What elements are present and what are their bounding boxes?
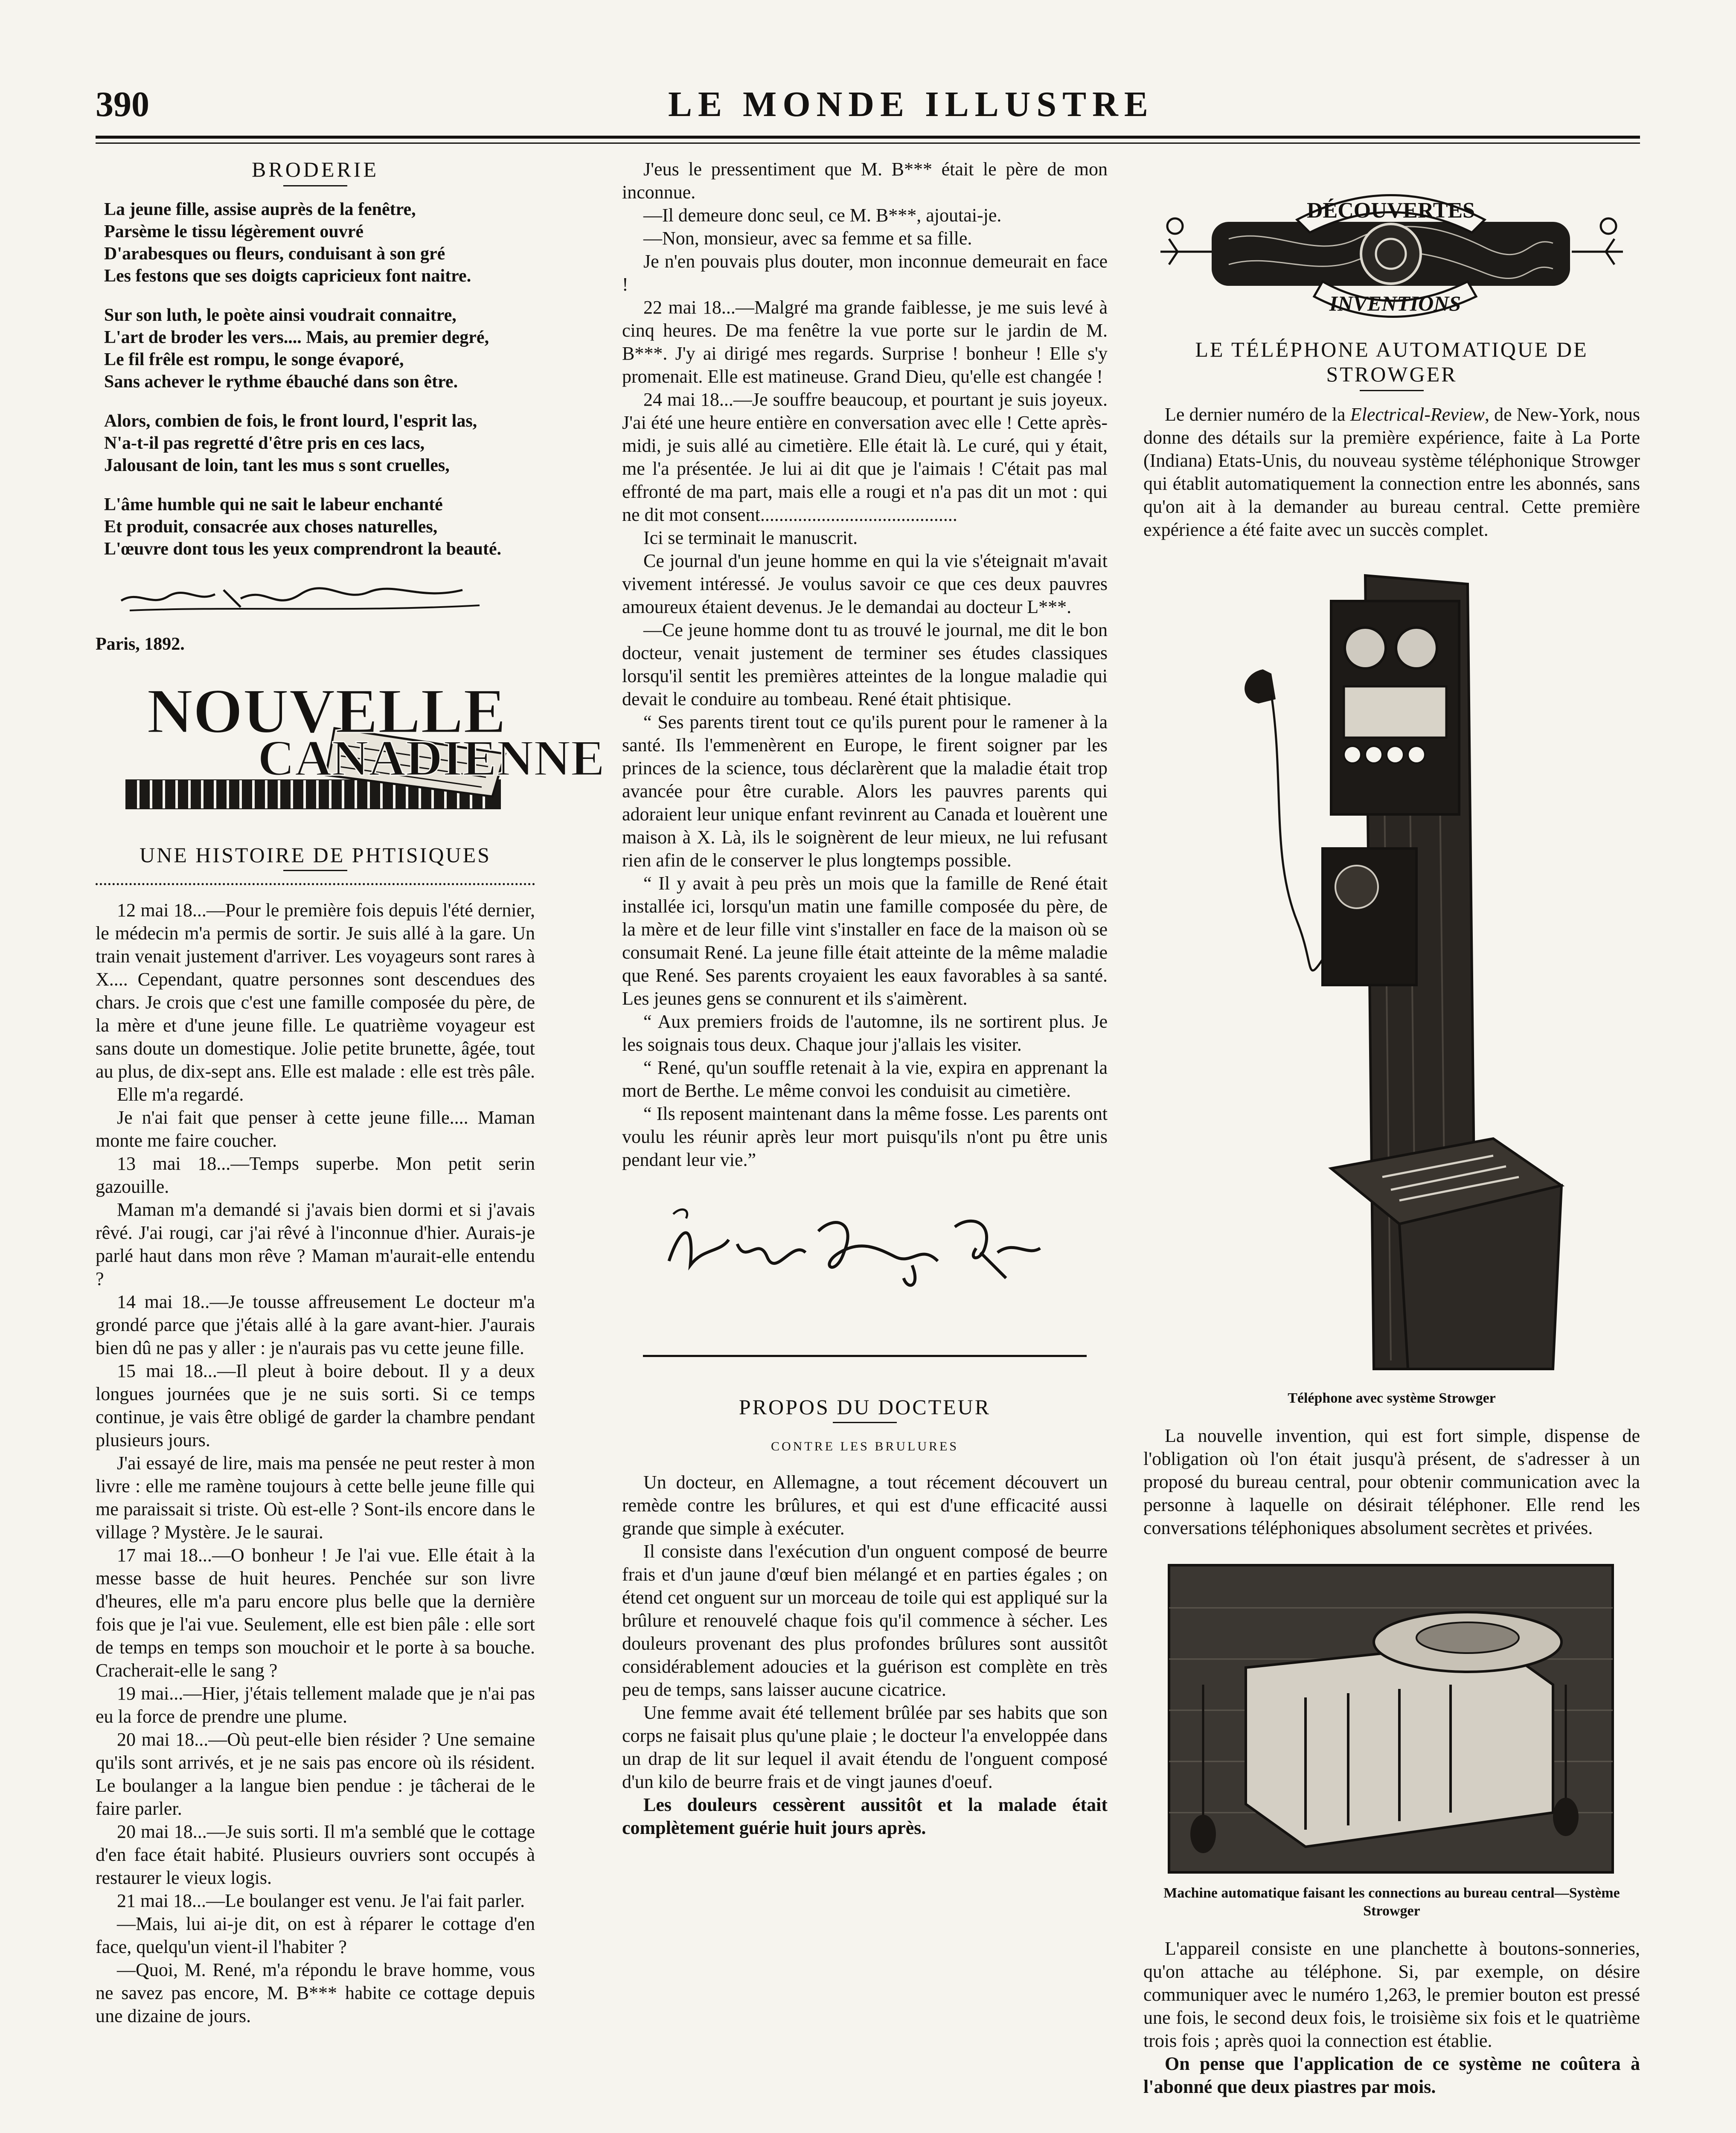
header-rule-thin [96,142,1640,144]
verse-line: Le fil frêle est rompu, le songe évaporé, [104,350,404,369]
poem-stanza [104,304,535,393]
verse-line: N'a-t-il pas regretté d'être pris en ces lacs, [104,433,425,453]
verse-line: La jeune fille, assise auprès de la fenêtre, [104,200,416,219]
propos-title: PROPOS DU DOCTEUR [739,1395,991,1419]
article-paragraph: L'appareil consiste en une planchette à boutons-sonneries, qu'on attache au téléphone. Si, par exemple, on désire communiquer avec le numéro 1,263, le premier bouton est pressé une fois, le second deux fois, le troisième six fois et le quatrième trois fois ; après quoi la connection est établie. [1143,1938,1640,2051]
machine-illustration [1143,1557,1640,1881]
intro-text: Le dernier numéro de la [1165,404,1350,425]
story-paragraph: “ Ils reposent maintenant dans la même fosse. Les parents ont voulu les réunir après leur mort puisqu'ils n'ont pu être unis pendant leur vie.” [622,1103,1108,1170]
story-paragraph: —Il demeure donc seul, ce M. B***, ajoutai-je. [643,205,1002,226]
figure-caption: Téléphone avec système Strowger [1288,1390,1496,1406]
propos-paragraph: Les douleurs cessèrent aussitôt et la malade était complètement guérie huit jours après. [622,1794,1108,1838]
title-rule [1360,390,1424,391]
figure-caption: Machine automatique faisant les connections au bureau central—Système Strowger [1163,1885,1620,1919]
poem-stanza [104,494,535,560]
journal-title: LE MONDE ILLUSTRE [668,84,1154,124]
story-paragraph: 19 mai...—Hier, j'étais tellement malade que je n'ai pas eu la force de prendre une plume. [96,1683,535,1727]
place-date: Paris, 1892. [96,634,185,654]
story-paragraph: “ Aux premiers froids de l'automne, ils ne sortirent plus. Je les soignais tous deux. Chaque jour j'allais les visiter. [622,1011,1108,1055]
author-signature [656,1197,1108,1291]
verse-line: Sans achever le rythme ébauché dans son être. [104,372,458,392]
verse-line: L'œuvre dont tous les yeux comprendront la beauté. [104,539,502,559]
column-3 [1143,158,1640,2098]
story-paragraph: “ Ses parents tirent tout ce qu'ils purent pour le ramener à la santé. Ils l'emmenèrent en Europe, le firent soigner par les princes de la science, tous déclarèrent que la maladie était trop avancée pour être curable. Alors les pauvres parents qui adoraient leur unique enfant revinrent au Canada et louèrent une maison à X. Là, ils le soignèrent de leur mieux, ne lui refusant rien afin de le conserver le plus longtemps possible. [622,712,1108,871]
verse-line: L'art de broder les vers.... Mais, au premier degré, [104,328,489,347]
story-paragraph: —Non, monsieur, avec sa femme et sa fille. [643,228,972,249]
title-rule [833,1422,897,1423]
verse-line: Jalousant de loin, tant les mus s sont cruelles, [104,456,450,475]
story-paragraph: —Mais, lui ai-je dit, on est à réparer le cottage d'en face, quelqu'un vient-il l'habiter ? [96,1913,535,1957]
verse-line: Sur son luth, le poète ainsi voudrait connaitre, [104,305,457,325]
story-paragraph: 12 mai 18...—Pour le première fois depuis l'été dernier, le médecin m'a permis de sortir. Je suis allé à la gare. Un train venait justement d'arriver. Les voyageurs sont rares à X.... Cependant, quatre personnes sont descendues des chars. Je crois que c'est une famille composée du père, de la mère et d'une jeune fille. Le quatrième voyageur est sans doute un domestique. Jolie petite brunette, âgée, tout au plus, de dix-sept ans. Elle est malade : elle est très pâle. [96,900,535,1082]
banner-word-inventions: INVENTIONS [1329,291,1461,315]
story-paragraph: J'eus le pressentiment que M. B*** était le père de mon inconnue. [622,159,1108,203]
story-paragraph: 20 mai 18...—Je suis sorti. Il m'a semblé que le cottage d'en face était habité. Plusieurs ouvriers sont occupés à restaurer le vieux logis. [96,1821,535,1888]
title-rule [283,185,347,186]
story-paragraph: 14 mai 18..—Je tousse affreusement Le docteur m'a grondé parce que j'étais allé à la gare avant-hier. J'aurais bien dû ne pas y aller : je n'aurais pas vu cette jeune fille. [96,1291,535,1358]
story-paragraph: 17 mai 18...—O bonheur ! Je l'ai vue. Elle était à la messe basse de huit heures. Penchée sur son livre d'heures, elle m'a paru encore plus belle que la dernière fois que je l'ai vue. Seulement, elle est bien pâle : elle sort de temps en temps son mouchoir et le porte à sa bouche. Cracherait-elle le sang ? [96,1545,535,1681]
telephone-figure [1143,558,1640,1386]
machine-figure [1143,1557,1640,1881]
story-paragraph: 24 mai 18...—Je souffre beaucoup, et pourtant je suis joyeux. J'ai été une heure entière en conversation avec elle ! Cette après-midi, je suis allé au cimetière. Elle était là. Le curé, qui y était, me l'a présentée. Je lui ai dit que je l'aimais ! C'était pas mal effronté de ma part, mais elle a rougi et n'a pas dit un mot : qui ne dit mot consent.......................................... [622,389,1108,525]
column-1 [96,157,605,2028]
signature-image [113,577,497,616]
nouvelle-canadienne-banner [96,668,605,831]
title-rule [283,870,347,871]
propos-subtitle: CONTRE LES BRULURES [771,1439,959,1453]
banner-word-nouvelle: NOUVELLE [147,676,506,747]
poet-signature [113,577,535,616]
story-paragraph: 21 mai 18...—Le boulanger est venu. Je l'ai fait parler. [117,1890,525,1911]
dotted-separator [96,883,535,888]
article-paragraph: La nouvelle invention, qui est fort simple, dispense de l'obligation où l'on était jusqu'à présent, de s'adresser à un proposé du bureau central, pour obtenir communication avec la personne à laquelle on désirait téléphoner. Elle rend les conversations téléphoniques absolument secrètes et privées. [1143,1425,1640,1538]
banner-word-decouvertes: DÉCOUVERTES [1306,198,1475,223]
story-paragraph: 15 mai 18...—Il pleut à boire debout. Il y a deux longues journées que je ne suis sorti. Si ce temps continue, je vais être obligé de garder la chambre pendant plusieurs jours. [96,1360,535,1450]
intro-text: , de New-York, nous donne des détails sur la première expérience, faite à La Porte (Indiana) Etats-Unis, du nouveau système téléphonique Strowger qui établit automatiquement la connection entre les abonnés, sans qu'on ait à la demander au bureau central. Cette première expérience a été faite avec un succès complet. [1143,404,1640,540]
signature-image [656,1197,1066,1291]
banner-illustration [1143,175,1640,328]
story-paragraph: —Ce jeune homme dont tu as trouvé le journal, me dit le bon docteur, venait justement de terminer ses études classiques lorsqu'il sentit les premières atteintes de la longue maladie qui devait le conduire au tombeau. René était phtisique. [622,619,1108,709]
story-paragraph: 13 mai 18...—Temps superbe. Mon petit serin gazouille. [96,1153,535,1197]
propos-paragraph: Il consiste dans l'exécution d'un onguent composé de beurre frais et d'un jaune d'œuf bien mélangé et en parties égales ; on étend cet onguent sur un morceau de toile qui est appliqué sur la brûlure et renouvelé chaque fois qu'il commence à sécher. Les douleurs provenant des plus profondes brûlures sont aussitôt considérablement adoucies et la guérison est complète en très peu de temps, sans laisser aucune cicatrice. [622,1541,1108,1700]
telephone-article-title: LE TÉLÉPHONE AUTOMATIQUE DE STROWGER [1195,337,1588,386]
section-rule [643,1355,1087,1357]
article-paragraph [1143,403,1640,541]
story-paragraph: Maman m'a demandé si j'avais bien dormi et si j'avais rêvé. J'ai rougi, car j'ai rêvé à l'inconnue d'hier. Aurais-je parlé haut dans mon rêve ? Maman m'aurait-elle entendu ? [96,1199,535,1289]
verse-line: D'arabesques ou fleurs, conduisant à son gré [104,244,445,264]
story-paragraph: J'ai essayé de lire, mais ma pensée ne peut rester à mon livre : elle me ramène toujours à cette belle jeune fille qui me paraissait si triste. Où est-elle ? Sont-ils encore dans le village ? Mystère. Je le saurai. [96,1453,535,1543]
poem-title: BRODERIE [252,157,379,181]
story-paragraph: Ici se terminait le manuscrit. [643,527,858,548]
propos-paragraph: Une femme avait été tellement brûlée par ses habits que son corps ne faisait plus qu'une plaie ; le docteur l'a enveloppée dans un drap de lit sur lequel il avait étendu de l'onguent composé d'un kilo de beurre frais et de vingt jaunes d'oeuf. [622,1702,1108,1792]
journal-name: Electrical-Review [1350,404,1485,425]
propos-paragraph: Un docteur, en Allemagne, a tout récement découvert un remède contre les brûlures, et qui est d'une efficacité aussi grande que simple à exécuter. [622,1472,1108,1539]
story-paragraph: “ René, qu'un souffle retenait à la vie, expira en apprenant la mort de Berthe. Le même convoi les conduisit au cimetière. [622,1057,1108,1101]
banner-illustration [96,668,605,831]
verse-line: Et produit, consacrée aux choses naturelles, [104,517,438,537]
verse-line: L'âme humble qui ne sait le labeur enchanté [104,495,443,514]
verse-line: Alors, combien de fois, le front lourd, l'esprit las, [104,411,477,431]
verse-line: Les festons que ses doigts capricieux font naitre. [104,266,471,286]
story-paragraph: Ce journal d'un jeune homme en qui la vie s'éteignait m'avait vivement intéressé. Je voulus savoir ce que ces deux pauvres amoureux étaient devenus. Je le demandai au docteur L***. [622,550,1108,617]
story-paragraph: 22 mai 18...—Malgré ma grande faiblesse, je me suis levé à cinq heures. De ma fenêtre la vue porte sur le jardin de M. B***. J'y ai dirigé mes regards. Surprise ! bonheur ! Elle s'y promenait. Elle est matineuse. Grand Dieu, qu'elle est changée ! [622,297,1108,387]
story-paragraph: Je n'ai fait que penser à cette jeune fille.... Maman monte me faire coucher. [96,1107,535,1151]
story-paragraph: —Quoi, M. René, m'a répondu le brave homme, vous ne savez pas encore, M. B*** habite ce cottage depuis une dizaine de jours. [96,1959,535,2026]
story-paragraph: “ Il y avait à peu près un mois que la famille de René était installée ici, lorsqu'un matin une famille composée du père, de la mère et de leur fille vint s'installer en face de la maison où se consumait René. La jeune fille était atteinte de la même maladie que René. Ses parents croyaient les eaux favorables à sa santé. Les jeunes gens se connurent et ils s'aimèrent. [622,873,1108,1009]
story-title: UNE HISTOIRE DE PHTISIQUES [140,843,491,867]
story-paragraph: 20 mai 18...—Où peut-elle bien résider ? Une semaine qu'ils sont arrivés, et je ne sais pas encore où ils résident. Le boulanger a la langue bien pendue : je tâcherai de le faire parler. [96,1729,535,1819]
header-rule [96,136,1640,139]
poem-stanza [104,198,535,287]
article-paragraph: On pense que l'application de ce système ne coûtera à l'abonné que deux piastres par mois. [1143,2053,1640,2097]
telephone-illustration [1143,558,1640,1386]
column-2 [622,158,1108,1839]
story-paragraph: Je n'en pouvais plus douter, mon inconnue demeurait en face ! [622,251,1108,295]
page-number: 390 [96,84,149,124]
verse-line: Parsème le tissu légèrement ouvré [104,222,364,241]
poem-stanza [104,410,535,477]
story-paragraph: Elle m'a regardé. [117,1084,244,1105]
decouvertes-inventions-banner [1143,175,1640,328]
banner-word-canadienne: CANADIENNE [258,729,605,786]
